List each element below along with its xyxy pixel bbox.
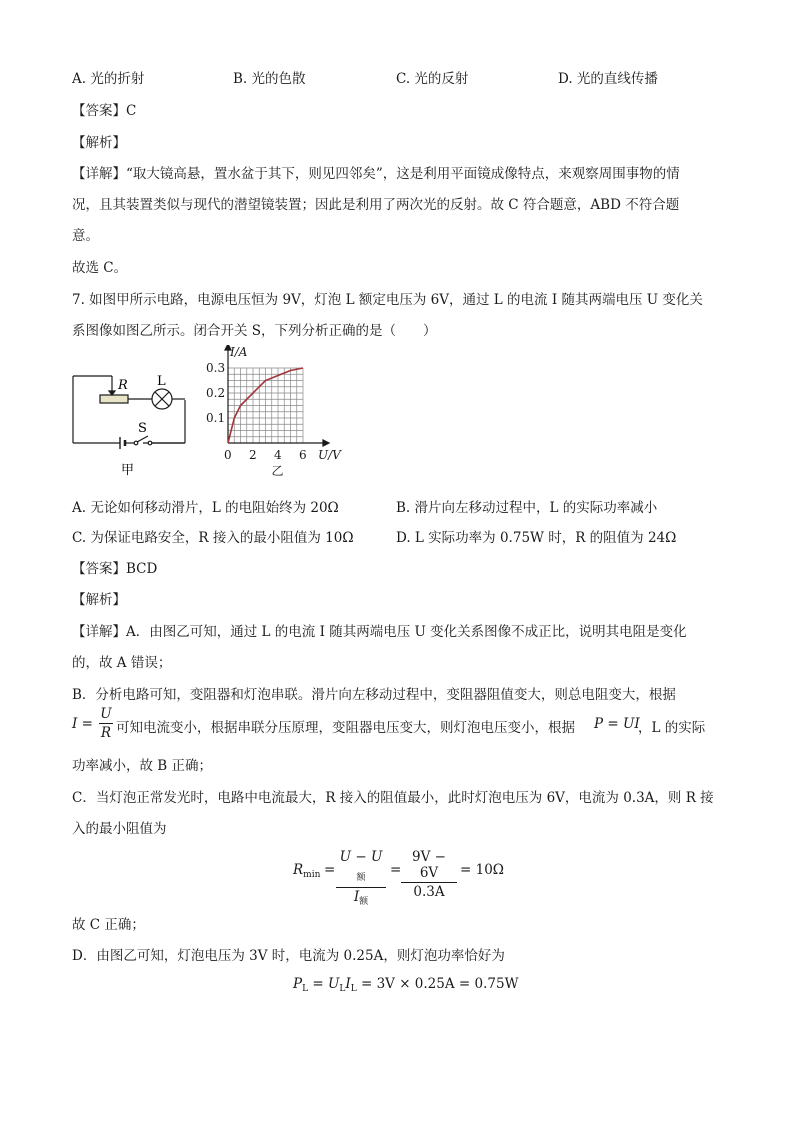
label-r: R [118, 378, 128, 393]
circuit-diagram-jia [68, 368, 193, 480]
fraction-u-minus-u-rated: $U - U_额$ $I_额$ [336, 849, 386, 910]
q7-analysis-heading: 【解析】 [72, 592, 126, 608]
q7-detail-a-line2: 的，故 A 错误； [72, 655, 172, 671]
y-tick-label: 0.1 [206, 411, 226, 425]
q7-detail-c-line2: 入的最小阻值为 [72, 821, 167, 837]
q7-detail-c-line1: C．当灯泡正常发光时，电路中电流最大，R 接入的阻值最小，此时灯泡电压为 6V，电流为 0.3A，则 R 接 [72, 790, 714, 806]
switch-s-symbol [137, 436, 148, 442]
q7-option-a: A. 无论如何移动滑片，L 的电阻始终为 20Ω [72, 500, 339, 516]
eq-equals: = [390, 862, 402, 878]
q6-detail-line: 【详解】“取大镜高悬，置水盆于其下，则见四邻矣”，这是利用平面镜成像特点，来观察周围事物的情 [72, 166, 680, 182]
label-s: S [138, 421, 147, 436]
label-l: L [157, 374, 166, 389]
q7-detail-b-line3: 功率减小，故 B 正确； [72, 758, 213, 774]
fraction-denominator: R [100, 725, 112, 741]
y-tick-label: 0.3 [206, 361, 226, 375]
y-tick-label: 0.2 [206, 386, 226, 400]
x-tick-label: 2 [249, 448, 257, 462]
q7-detail-b-line2-end: ，L 的实际 [638, 720, 706, 736]
q6-option-b: B. 光的色散 [233, 71, 306, 87]
eq-result-10-ohm: = 10Ω [460, 862, 504, 878]
q6-detail-line: 况，且其装置类似与现代的潜望镜装置；因此是利用了两次光的反射。故 C 符合题意，ABD 不符合题 [72, 197, 680, 213]
q7-detail-c-conclusion: 故 C 正确； [72, 917, 145, 933]
q6-answer: 【答案】C [72, 103, 137, 119]
q7-detail-b-line2: 可知电流变小，根据串联分压原理，变阻器电压变大，则灯泡电压变小，根据 [116, 720, 575, 736]
q6-conclusion: 故选 C。 [72, 260, 128, 276]
q7-option-c: C. 为保证电路安全，R 接入的最小阻值为 10Ω [72, 530, 354, 546]
q6-analysis-heading: 【解析】 [72, 135, 126, 151]
x-tick-label: 4 [274, 448, 282, 462]
q7-stem-line: 系图像如图乙所示。闭合开关 S，下列分析正确的是（ ） [72, 323, 437, 339]
q6-option-c: C. 光的反射 [396, 71, 469, 87]
eq-equals: = [324, 862, 336, 878]
eq-power-l: $P_L = U_LI_L = 3V \times 0.25A = 0.75W$ [293, 976, 519, 994]
x-axis-label: U/V [318, 448, 341, 462]
iu-chart-yi [200, 345, 350, 480]
figure-caption-jia: 甲 [121, 463, 135, 478]
x-tick-label: 6 [299, 448, 307, 462]
eq-i-lhs: I = [72, 716, 93, 732]
x-axis-arrow [323, 440, 329, 446]
q7-option-b: B. 滑片向左移动过程中，L 的实际功率减小 [396, 500, 658, 516]
eq-rmin: $R_{min}$ [293, 862, 321, 880]
fraction-9v-minus-6v: 9V − 6V 0.3A [401, 849, 457, 900]
q6-option-d: D. 光的直线传播 [558, 71, 658, 87]
fraction-u-over-r [99, 706, 113, 741]
x-tick-label: 0 [224, 448, 232, 462]
q7-detail-a-line1: 【详解】A．由图乙可知，通过 L 的电流 I 随其两端电压 U 变化关系图像不成正比，说明其电阻是变化 [72, 624, 687, 640]
eq-p-ui: P = UI [594, 716, 640, 732]
q7-detail-d-line1: D．由图乙可知，灯泡电压为 3V 时，电流为 0.25A，则灯泡功率恰好为 [72, 948, 505, 964]
q6-detail-line: 意。 [72, 228, 99, 244]
figure-caption-yi: 乙 [271, 464, 284, 478]
q7-answer: 【答案】BCD [72, 561, 158, 577]
y-axis-label: I/A [230, 345, 248, 359]
q6-option-a: A. 光的折射 [72, 71, 145, 87]
q7-stem-line: 7. 如图甲所示电路，电源电压恒为 9V，灯泡 L 额定电压为 6V，通过 L 的电流 I 随其两端电压 U 变化关 [72, 292, 703, 308]
q7-detail-b-line1: B．分析电路可知，变阻器和灯泡串联。滑片向左移动过程中，变阻器阻值变大，则总电阻变大，根据 [72, 687, 676, 703]
rheostat-r-symbol [100, 395, 128, 403]
fraction-numerator: U [100, 706, 112, 722]
q7-option-d: D. L 实际功率为 0.75W 时，R 的阻值为 24Ω [396, 530, 677, 546]
